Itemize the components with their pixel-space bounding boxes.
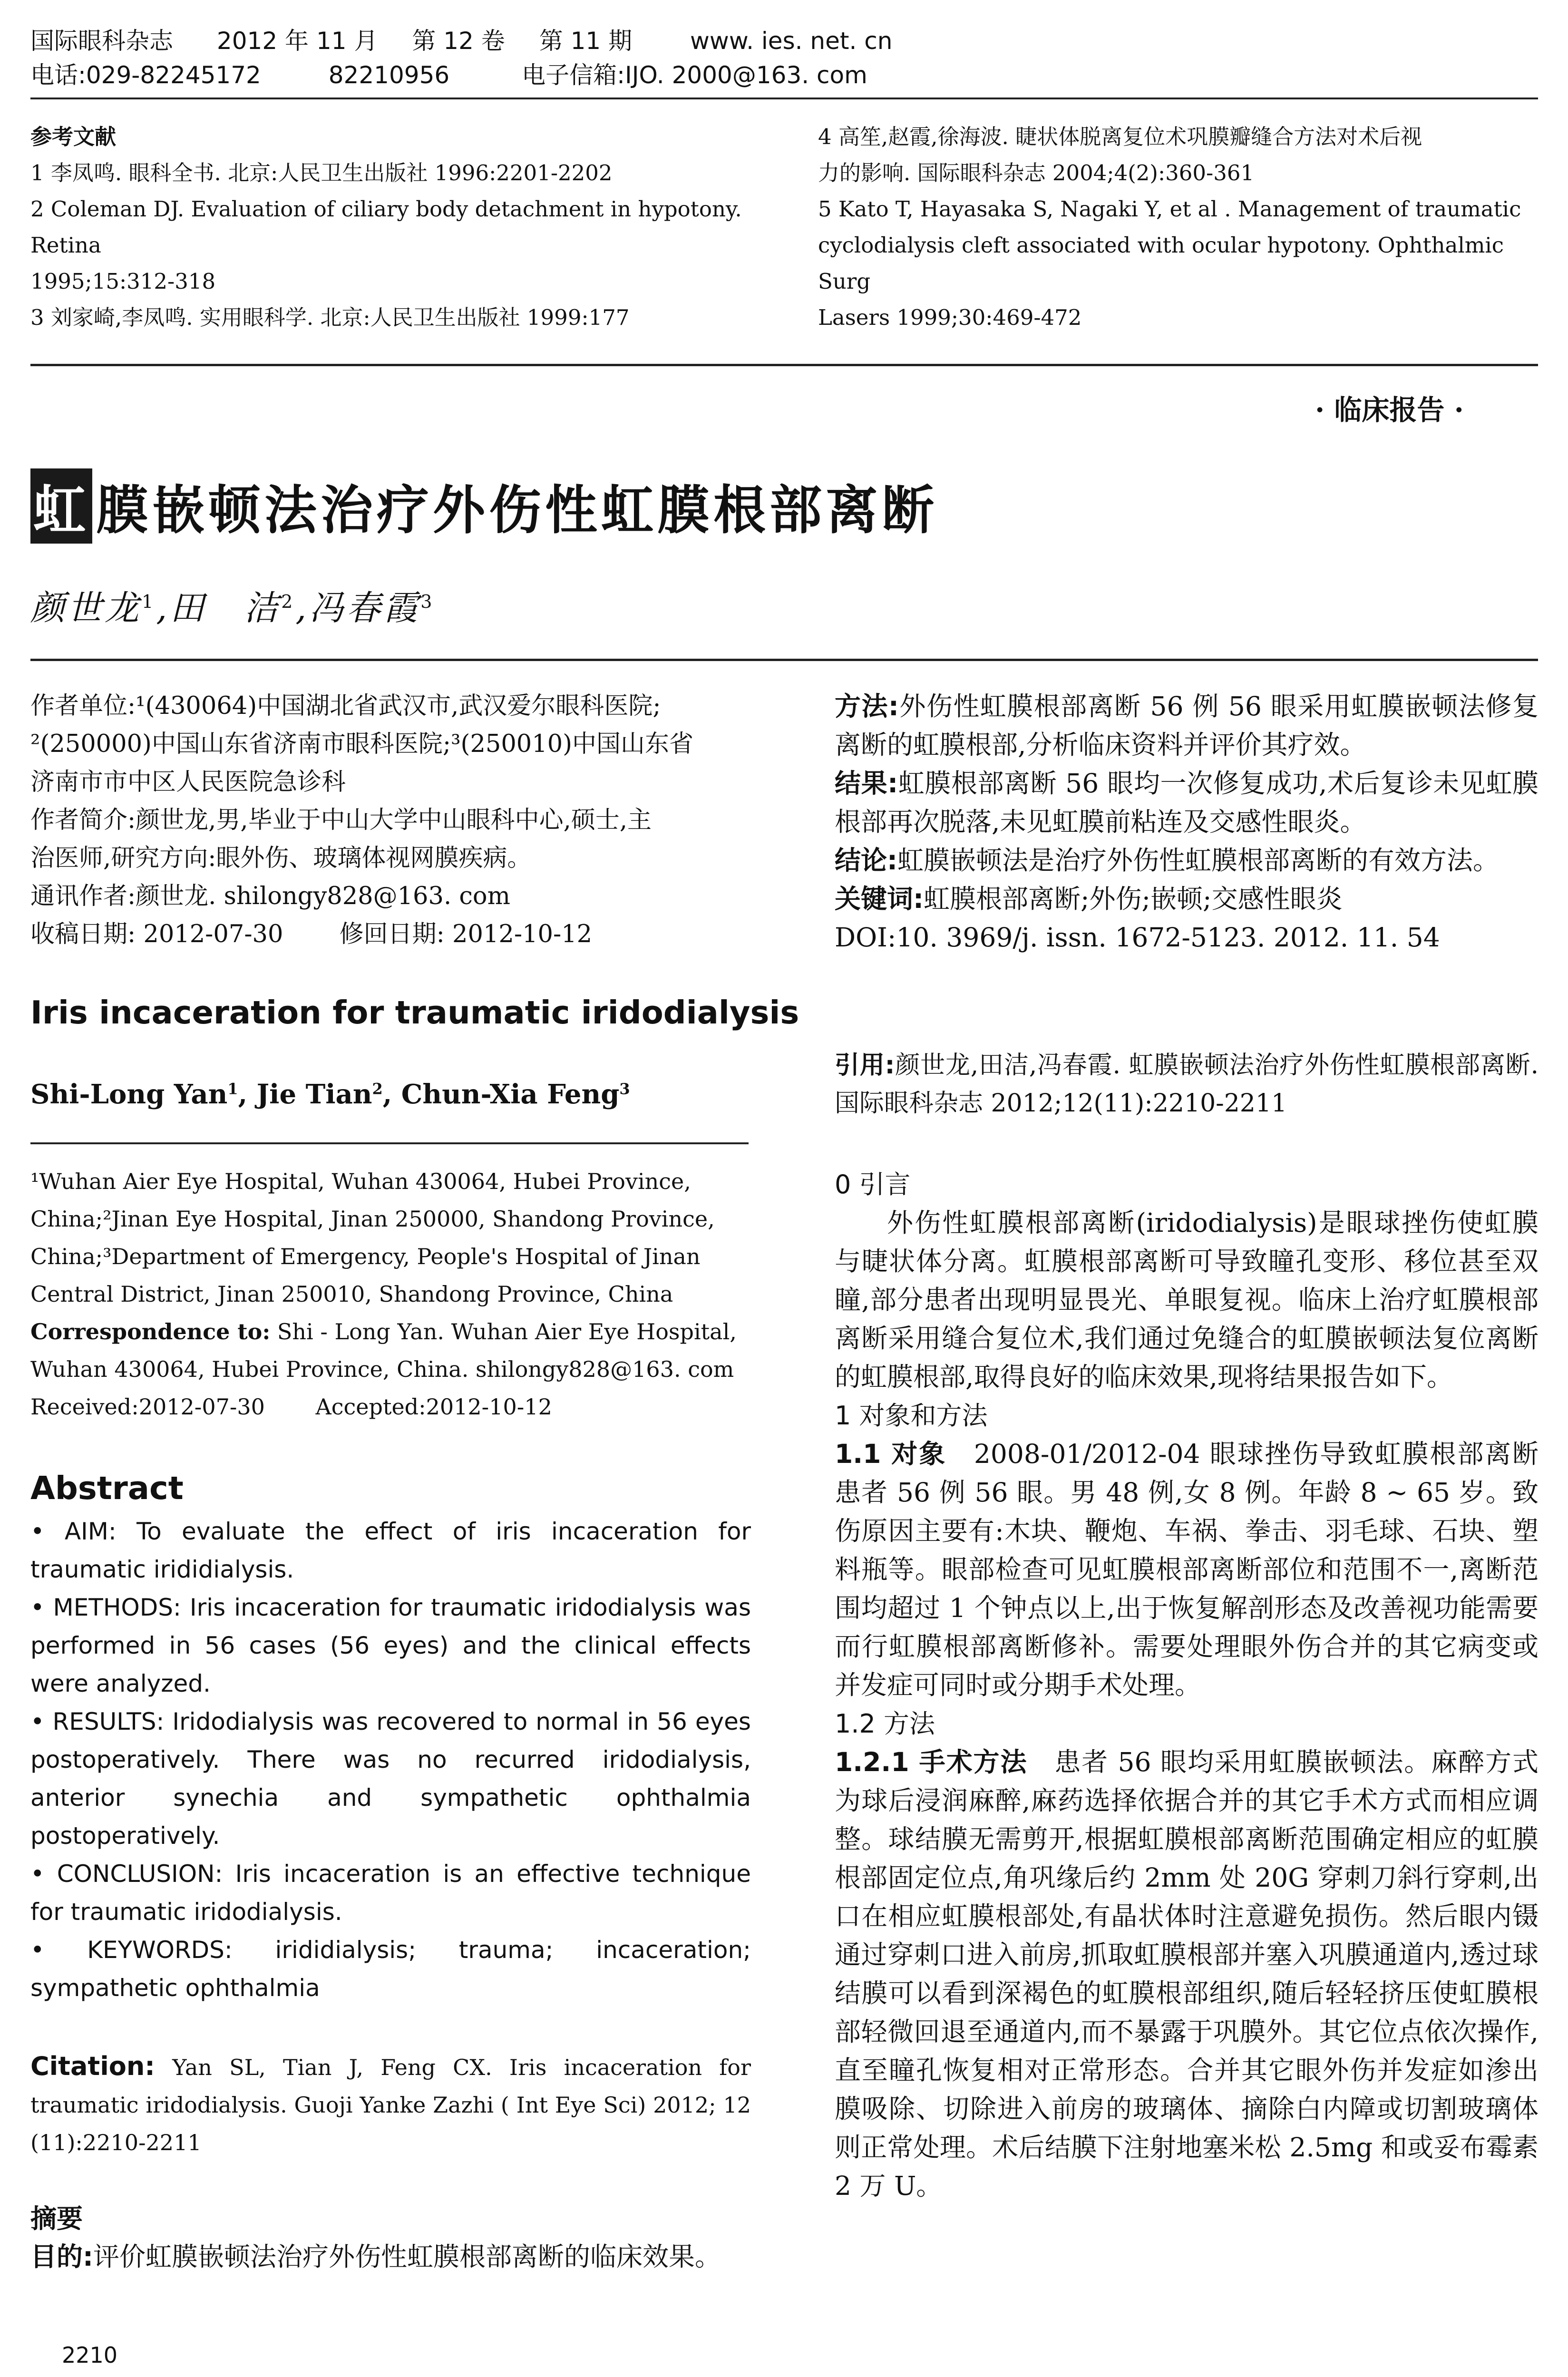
cite-label: 引用:: [835, 1051, 895, 1080]
title-initial: 虹: [30, 468, 92, 544]
reference-item: 5 Kato T, Hayasaka S, Nagaki Y, et al . Management of traumatic: [818, 196, 1521, 222]
section-intro-title: 0 引言: [835, 1169, 911, 1199]
section-method-title: 1.2 方法: [835, 1709, 935, 1739]
info-line: 作者简介:颜世龙,男,毕业于中山大学中山眼科中心,硕士,主: [30, 806, 652, 834]
english-authors-rule: [30, 1142, 749, 1144]
author-name: Chun-Xia Feng: [401, 1079, 620, 1110]
aim-label: 目的:: [30, 2241, 93, 2272]
author-name: 颜世龙: [30, 588, 142, 628]
info-line: 通讯作者:颜世龙. shilongy828@163. com: [30, 882, 510, 910]
keywords-label: 关键词:: [835, 884, 924, 914]
email: 电子信箱:IJO. 2000@163. com: [522, 61, 867, 89]
keywords-text: 虹膜根部离断;外伤;嵌顿;交感性眼炎: [924, 884, 1343, 914]
subjects-paragraph: [835, 1435, 1539, 1705]
subjects-text: 2008-01/2012-04 眼球挫伤导致虹膜根部离断患者 56 例 56 眼。男 48 例,女 8 例。年龄 8 ~ 65 岁。致伤原因主要有:木块、鞭炮、车祸、拳击、羽毛球、石块、塑料瓶等。眼部检查可见虹膜根部离断部位和范围不一,离断范围均超过 1 个钟点以上,出于恢复解剖形态及改善视功能需要而行虹膜根部离断修补。需要处理眼外伤合并的其它病变或并发症可同时或分期手术处理。: [835, 1439, 1539, 1700]
header-line-2: [30, 58, 1538, 92]
info-line: 济南市市中区人民医院急诊科: [30, 768, 346, 796]
journal-name: 国际眼科杂志: [30, 27, 173, 55]
phone-2: 82210956: [328, 61, 450, 89]
reference-item: 3 刘家崎,李凤鸣. 实用眼科学. 北京:人民卫生出版社 1999:177: [30, 305, 630, 330]
results-label: 结果:: [835, 768, 898, 799]
results-text: 虹膜根部离断 56 眼均一次修复成功,术后复诊未见虹膜根部再次脱落,未见虹膜前粘连及交感性眼炎。: [835, 768, 1539, 837]
received-dates: Received:2012-07-30 Accepted:2012-10-12: [30, 1394, 552, 1420]
reference-item: 2 Coleman DJ. Evaluation of ciliary body detachment in hypotony. Retina: [30, 196, 742, 258]
references-right: [818, 119, 1541, 336]
surgery-paragraph: [835, 1743, 1539, 2205]
title-rule: [30, 659, 1538, 661]
journal-header: [30, 24, 1538, 92]
volume: 第 12 卷: [412, 27, 505, 55]
author-name: Shi-Long Yan: [30, 1079, 228, 1110]
cite-zh: [835, 1046, 1539, 1122]
abstract-keywords-zh: [835, 880, 1539, 918]
reference-item: 1 李凤鸣. 眼科全书. 北京:人民卫生出版社 1996:2201-2202: [30, 160, 613, 185]
methods-text: 外伤性虹膜根部离断 56 例 56 眼采用虹膜嵌顿法修复离断的虹膜根部,分析临床资料并评价其疗效。: [835, 691, 1539, 760]
conclusion-text: 虹膜嵌顿法是治疗外伤性虹膜根部离断的有效方法。: [897, 845, 1500, 876]
reference-item: 力的影响. 国际眼科杂志 2004;4(2):360-361: [818, 160, 1255, 185]
abstract-results: • RESULTS: Iridodialysis was recovered to normal in 56 eyes postoperatively. There was no recurred iridodialysis, anterior synechia and sympathetic ophthalmia postoperatively.: [30, 1708, 751, 1850]
references-left: [30, 119, 763, 336]
author-name: 冯春霞: [309, 588, 421, 628]
abstract-methods-zh: [835, 687, 1539, 764]
conclusion-label: 结论:: [835, 845, 897, 876]
chinese-abstract: [30, 2200, 751, 2276]
english-authors: Shi-Long Yan$^1$, Jie Tian$^2$, Chun-Xia Feng$^3$: [30, 1079, 630, 1110]
citation-label: Citation:: [30, 2051, 155, 2081]
right-abstract: [835, 687, 1539, 957]
author-name: Jie Tian: [256, 1079, 372, 1110]
doi: DOI:10. 3969/j. issn. 1672-5123. 2012. 11. 54: [835, 922, 1440, 953]
author-affil: 1: [227, 1080, 238, 1098]
info-line: 收稿日期: 2012-07-30 修回日期: 2012-10-12: [30, 920, 593, 948]
citation: [30, 2047, 751, 2162]
issue: 第 11 期: [539, 27, 633, 55]
references-heading: 参考文献: [30, 124, 117, 149]
article-body: [835, 1165, 1539, 2205]
abstract-conclusion: • CONCLUSION: Iris incaceration is an effective technique for traumatic iridodialysis.: [30, 1860, 751, 1926]
abstract-methods: • METHODS: Iris incaceration for traumatic iridodialysis was performed in 56 cases (56 eyes) and the clinical effects were analyzed.: [30, 1594, 751, 1697]
section-methods-title: 1 对象和方法: [835, 1401, 988, 1431]
abstract-keywords: • KEYWORDS: irididialysis; trauma; incaceration; sympathetic ophthalmia: [30, 1936, 751, 2002]
author-affil: 2: [372, 1080, 383, 1098]
article-title: [30, 468, 938, 544]
abstract-heading: Abstract: [30, 1470, 184, 1507]
info-line: ²(250000)中国山东省济南市眼科医院;³(250010)中国山东省: [30, 730, 694, 758]
abstract-aim: • AIM: To evaluate the effect of iris incaceration for traumatic irididialysis.: [30, 1518, 751, 1583]
aim-text: 评价虹膜嵌顿法治疗外伤性虹膜根部离断的临床效果。: [93, 2241, 721, 2272]
author-affil: 1: [142, 591, 156, 612]
abstract-conclusion-zh: [835, 841, 1539, 880]
abstract-results-zh: [835, 764, 1539, 841]
page-number: 2210: [62, 2342, 118, 2368]
author-affil: 3: [619, 1080, 630, 1098]
reference-item: 4 高笙,赵霞,徐海波. 睫状体脱离复位术巩膜瓣缝合方法对术后视: [818, 124, 1422, 149]
title-text: 膜嵌顿法治疗外伤性虹膜根部离断: [96, 480, 938, 541]
affil-line: China;³Department of Emergency, People's Hospital of Jinan: [30, 1244, 701, 1269]
surgery-text: 患者 56 眼均采用虹膜嵌顿法。麻醉方式为球后浸润麻醉,麻药选择依据合并的其它手术方式而相应调整。球结膜无需剪开,根据虹膜根部离断范围确定相应的虹膜根部固定位点,角巩缘后约 2mm 处 20G 穿刺刀斜行穿刺,出口在相应虹膜根部处,有晶状体时注意避免损伤。然后眼内镊通过穿刺口进入前房,抓取虹膜根部并塞入巩膜通道内,透过球结膜可以看到深褐色的虹膜根部组织,随后轻轻挤压使虹膜根部轻微回退至通道内,而不暴露于巩膜外。其它位点依次操作,直至瞳孔恢复相对正常形态。合并其它眼外伤并发症如渗出膜吸除、切除进入前房的玻璃体、摘除白内障或切割玻璃体则正常处理。术后结膜下注射地塞米松 2.5mg 和或妥布霉素 2 万 U。: [835, 1747, 1539, 2201]
cite-block: [835, 1046, 1539, 1122]
reference-item: cyclodialysis cleft associated with ocular hypotony. Ophthalmic Surg: [818, 233, 1504, 294]
correspondence: [30, 1313, 753, 1351]
abstract-body: [30, 1512, 751, 2007]
chinese-abstract-heading: 摘要: [30, 2203, 83, 2234]
chinese-aim: [30, 2238, 751, 2276]
affil-line: Central District, Jinan 250010, Shandong Province, China: [30, 1281, 673, 1307]
author-list: 颜世龙$^1$,田 洁$^2$,冯春霞$^3$: [30, 588, 435, 628]
author-affil: 3: [420, 591, 435, 612]
methods-label: 方法:: [835, 691, 899, 721]
affil-line: ¹Wuhan Aier Eye Hospital, Wuhan 430064, Hubei Province,: [30, 1169, 691, 1194]
header-line-1: [30, 24, 1538, 58]
info-line: 治医师,研究方向:眼外伤、玻璃体视网膜疾病。: [30, 844, 532, 872]
english-affiliations: [30, 1163, 753, 1426]
author-info: [30, 687, 753, 954]
header-rule: [30, 97, 1538, 99]
correspondence-text: Shi - Long Yan. Wuhan Aier Eye Hospital,: [270, 1319, 737, 1344]
intro-paragraph: 外伤性虹膜根部离断(iridodialysis)是眼球挫伤使虹膜与睫状体分离。虹膜根部离断可导致瞳孔变形、移位甚至双瞳,部分患者出现明显畏光、单眼复视。临床上治疗虹膜根部离断采用缝合复位术,我们通过免缝合的虹膜嵌顿法复位离断的虹膜根部,取得良好的临床效果,现将结果报告如下。: [835, 1208, 1539, 1392]
author-name: 田 洁: [170, 588, 282, 628]
section-tag: · 临床报告 ·: [1315, 394, 1464, 426]
subjects-label: 1.1 对象: [835, 1439, 947, 1469]
info-line: 作者单位:¹(430064)中国湖北省武汉市,武汉爱尔眼科医院;: [30, 692, 661, 720]
website: www. ies. net. cn: [690, 27, 893, 55]
surgery-label: 1.2.1 手术方法: [835, 1747, 1028, 1777]
reference-item: 1995;15:312-318: [30, 269, 216, 294]
author-affil: 2: [281, 591, 296, 612]
correspondence-line-2: Wuhan 430064, Hubei Province, China. shilongy828@163. com: [30, 1356, 734, 1382]
affil-line: China;²Jinan Eye Hospital, Jinan 250000, Shandong Province,: [30, 1206, 715, 1232]
english-title: Iris incaceration for traumatic iridodialysis: [30, 994, 799, 1031]
cite-text: 颜世龙,田洁,冯春霞. 虹膜嵌顿法治疗外伤性虹膜根部离断. 国际眼科杂志 2012;12(11):2210-2211: [835, 1051, 1539, 1118]
issue-date: 2012 年 11 月: [216, 27, 378, 55]
references-rule: [30, 364, 1538, 366]
phone: 电话:029-82245172: [30, 61, 261, 89]
reference-item: Lasers 1999;30:469-472: [818, 305, 1082, 330]
citation-text: Yan SL, Tian J, Feng CX. Iris incaceration for traumatic iridodialysis. Guoji Yanke Zazhi ( Int Eye Sci) 2012; 12 (11):2210-2211: [30, 2055, 751, 2155]
correspondence-label: Correspondence to:: [30, 1319, 271, 1344]
